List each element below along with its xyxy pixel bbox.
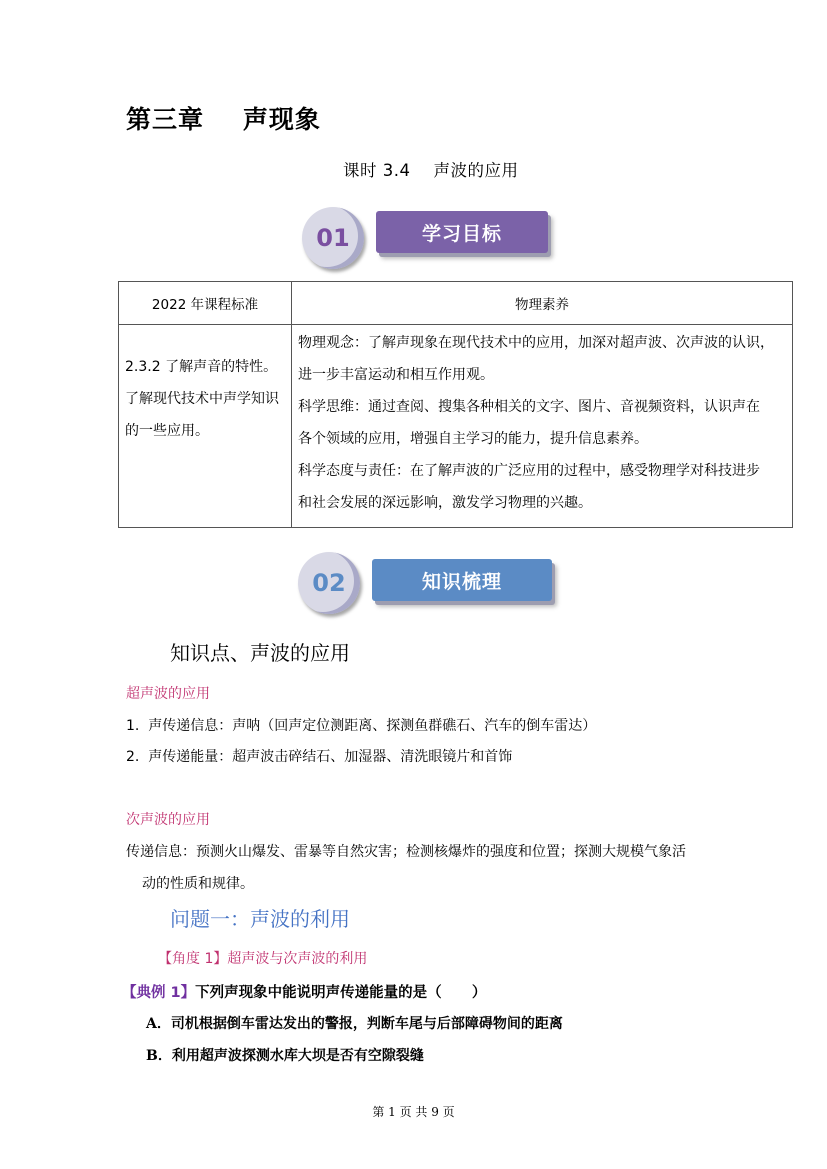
angle-line bbox=[158, 948, 367, 968]
curriculum-standards-table bbox=[118, 281, 793, 528]
standard-line: 了解现代技术中声学知识 bbox=[125, 391, 279, 407]
knowledge-point-title: 知识点、声波的应用 bbox=[170, 641, 350, 665]
option-a: A．司机根据倒车雷达发出的警报，判断车尾与后部障碍物间的距离 bbox=[146, 1016, 563, 1032]
ultrasonic-item: 2. 声传递能量：超声波击碎结石、加湿器、清洗眼镜片和首饰 bbox=[126, 749, 513, 765]
literacy-line: 和社会发展的深远影响，激发学习物理的兴趣。 bbox=[298, 495, 592, 511]
table-header-standard: 2022 年课程标准 bbox=[119, 282, 292, 325]
angle-text: 超声波与次声波的利用 bbox=[227, 951, 368, 967]
section-number-badge bbox=[298, 552, 360, 614]
example-question bbox=[122, 981, 486, 1002]
lesson-title: 课时 3.4 声波的应用 bbox=[343, 161, 519, 180]
literacy-line: 各个领域的应用，增强自主学习的能力，提升信息素养。 bbox=[298, 431, 648, 447]
angle-tag: 【角度 1】 bbox=[158, 951, 228, 967]
infrasonic-text: 动的性质和规律。 bbox=[142, 876, 254, 892]
example-text: 下列声现象中能说明声传递能量的是（ ） bbox=[195, 985, 487, 1001]
section-number: 01 bbox=[316, 224, 350, 252]
section-banner bbox=[376, 211, 548, 253]
section-number-badge bbox=[302, 207, 364, 269]
standard-cell bbox=[119, 325, 292, 528]
page-footer: 第 1 页 共 9 页 bbox=[372, 1105, 455, 1119]
literacy-line: 进一步丰富运动和相互作用观。 bbox=[298, 367, 494, 383]
ultrasonic-heading: 超声波的应用 bbox=[126, 686, 210, 702]
literacy-line: 物理观念：了解声现象在现代技术中的应用，加深对超声波、次声波的认识， bbox=[298, 335, 774, 351]
section-label: 知识梳理 bbox=[421, 570, 502, 593]
section-banner bbox=[372, 559, 552, 601]
section-header-knowledge bbox=[296, 552, 560, 616]
infrasonic-heading: 次声波的应用 bbox=[126, 812, 210, 828]
section-label: 学习目标 bbox=[421, 222, 502, 245]
table-header-literacy: 物理素养 bbox=[292, 282, 793, 325]
infrasonic-text: 传递信息：预测火山爆发、雷暴等自然灾害；检测核爆炸的强度和位置；探测大规模气象活 bbox=[126, 844, 686, 860]
ultrasonic-item: 1. 声传递信息：声呐（回声定位测距离、探测鱼群礁石、汽车的倒车雷达） bbox=[126, 718, 597, 734]
standard-line: 的一些应用。 bbox=[125, 423, 209, 439]
section-header-objectives bbox=[300, 207, 560, 271]
literacy-cell bbox=[292, 325, 793, 528]
example-tag: 【典例 1】 bbox=[122, 985, 196, 1001]
problem-title: 问题一：声波的利用 bbox=[170, 907, 350, 931]
section-number: 02 bbox=[312, 569, 346, 597]
literacy-line: 科学态度与责任：在了解声波的广泛应用的过程中，感受物理学对科技进步 bbox=[298, 463, 760, 479]
standard-line: 2.3.2 了解声音的特性。 bbox=[125, 359, 278, 375]
chapter-title: 第三章 声现象 bbox=[126, 105, 321, 134]
option-b: B．利用超声波探测水库大坝是否有空隙裂缝 bbox=[146, 1048, 424, 1064]
literacy-line: 科学思维：通过查阅、搜集各种相关的文字、图片、音视频资料，认识声在 bbox=[298, 399, 760, 415]
